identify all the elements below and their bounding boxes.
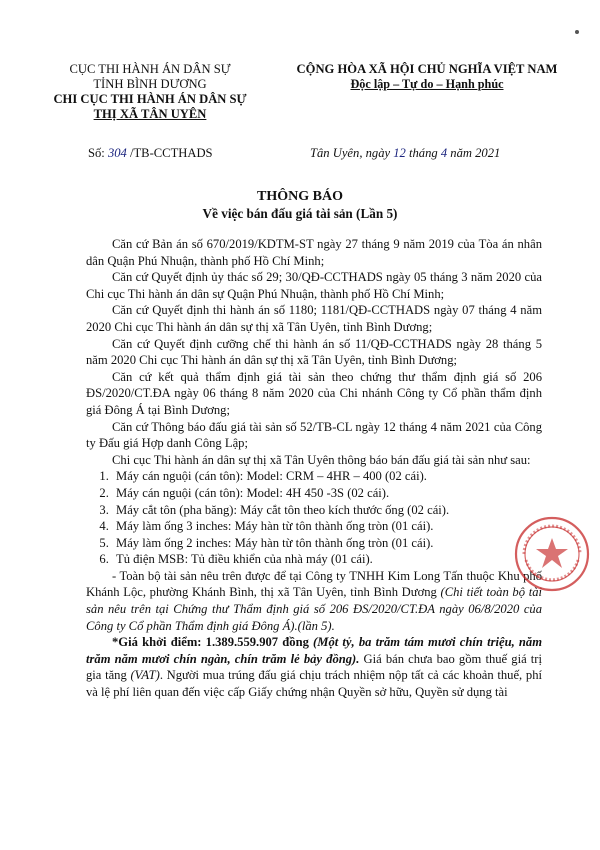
- page-dot: [575, 30, 579, 34]
- notice-title: THÔNG BÁO: [257, 189, 343, 204]
- doc-number-handwritten: 304: [107, 146, 127, 160]
- asset-item: 4. Máy làm ống 3 inches: Máy hàn từ tôn thành ống tròn (01 cái).: [112, 518, 542, 535]
- date-month: 4: [440, 146, 448, 160]
- basis-paragraph: Căn cứ Quyết định thi hành án số 1180; 1181/QĐ-CCTHADS ngày 07 tháng 4 năm 2020 Chi cục Thi hành án dân sự thị xã Tân Uyên, tỉnh Bình Dương;: [86, 303, 542, 334]
- issuer-line-1: CỤC THI HÀNH ÁN DÂN SỰ: [69, 62, 231, 76]
- doc-number-prefix: Số:: [88, 146, 108, 160]
- issuer-header: [36, 62, 264, 122]
- issuer-line-3: CHI CỤC THI HÀNH ÁN DÂN SỰ: [53, 92, 247, 106]
- asset-location: [86, 568, 542, 634]
- date-year: năm 2021: [447, 146, 501, 160]
- issuer-line-2: TỈNH BÌNH DƯƠNG: [93, 77, 207, 91]
- vat-note: (VAT): [130, 668, 160, 683]
- location-text: - Toàn bộ tài sản nêu trên được để tại Công ty TNHH Kim Long Tấn thuộc Khu phố Khánh Lộc, phường Khánh Bình, thị xã Tân Uyên, tỉnh Bình Dương: [86, 568, 542, 600]
- notice-body: [86, 236, 542, 701]
- price-text-1: Giá bán chưa bao gồm thuế giá trị gia tăng: [86, 651, 542, 683]
- national-motto: Độc lập – Tự do – Hạnh phúc: [350, 77, 504, 91]
- announcement-paragraph: Chi cục Thi hành án dân sự thị xã Tân Uyên thông báo bán đấu giá tài sản như sau:: [112, 452, 531, 467]
- asset-item: 3. Máy cắt tôn (pha băng): Máy cắt tôn theo kích thước ống (02 cái).: [112, 502, 542, 519]
- basis-paragraph: Căn cứ Thông báo đấu giá tài sản số 52/TB-CL ngày 12 tháng 4 năm 2021 của Công ty Đấu giá Hợp danh Công Lập;: [86, 419, 542, 451]
- issuer-line-4: THỊ XÃ TÂN UYÊN: [93, 107, 207, 121]
- asset-item: 5. Máy làm ống 2 inches: Máy hàn từ tôn thành ống tròn (01 cái).: [112, 535, 542, 552]
- place-text: Tân Uyên, ngày: [310, 146, 394, 160]
- date-mid: tháng: [405, 146, 441, 160]
- location-details: (Chi tiết toàn bộ tài sản nêu trên tại Chứng thư Thẩm định giá số 206 ĐS/2020/CT.ĐA ngày 06/8/2020 của Công ty Cổ phần Thẩm định giá Đông Á).(lần 5).: [86, 585, 542, 633]
- asset-item: 2. Máy cán nguội (cán tôn): Model: 4H 450 -3S (02 cái).: [112, 485, 542, 502]
- price-label: *Giá khởi điểm: 1.389.559.907 đồng: [112, 635, 314, 650]
- basis-paragraph: Căn cứ Bản án số 670/2019/KDTM-ST ngày 27 tháng 9 năm 2019 của Tòa án nhân dân Quận Phú Nhuận, thành phố Hồ Chí Minh;: [86, 237, 542, 268]
- basis-paragraph: Căn cứ Quyết định cưỡng chế thi hành án số 11/QĐ-CCTHADS ngày 28 tháng 5 năm 2020 Chi cục Thi hành án dân sự thị xã Tân Uyên, tỉnh Bình Dương;: [86, 336, 542, 368]
- document-number: [88, 146, 213, 161]
- price-text-2: . Người mua trúng đấu giá chịu trách nhiệm nộp tất cả các khoản thuế, phí và lệ phí liên quan đến việc cấp Giấy chứng nhận Quyền sở hữu, Quyền sử dụng tài: [86, 668, 542, 700]
- starting-price: [86, 634, 542, 700]
- official-seal-stamp: [512, 514, 592, 594]
- notice-subtitle: Về việc bán đấu giá tài sản (Lần 5): [202, 206, 398, 221]
- national-header: [268, 62, 586, 92]
- national-title: CỘNG HÒA XÃ HỘI CHỦ NGHĨA VIỆT NAM: [296, 62, 558, 76]
- doc-number-suffix: /TB-CCTHADS: [126, 146, 213, 160]
- basis-paragraph: Căn cứ Quyết định ủy thác số 29; 30/QĐ-CCTHADS ngày 05 tháng 3 năm 2020 của Chi cục Thi hành án dân sự Quận Phú Nhuận, thành phố Hồ Chí Minh;: [86, 270, 542, 301]
- asset-item: 6. Tủ điện MSB: Tủ điều khiển của nhà máy (01 cái).: [112, 551, 542, 568]
- date-day: 12: [393, 146, 406, 160]
- basis-paragraph: Căn cứ kết quả thẩm định giá tài sản theo chứng thư thẩm định giá số 206 ĐS/2020/CT.ĐA ngày 06 tháng 8 năm 2020 của Chi nhánh Công ty Cổ phần thẩm định giá Đông Á tại Bình Dương;: [86, 369, 542, 417]
- asset-item: 1. Máy cán nguội (cán tôn): Model: CRM – 4HR – 400 (02 cái).: [112, 468, 542, 485]
- price-in-words: (Một tỷ, ba trăm tám mươi chín triệu, năm trăm năm mươi chín ngàn, chín trăm lẻ bảy đồng).: [86, 635, 542, 666]
- asset-list: [86, 468, 542, 568]
- place-date: [310, 146, 500, 161]
